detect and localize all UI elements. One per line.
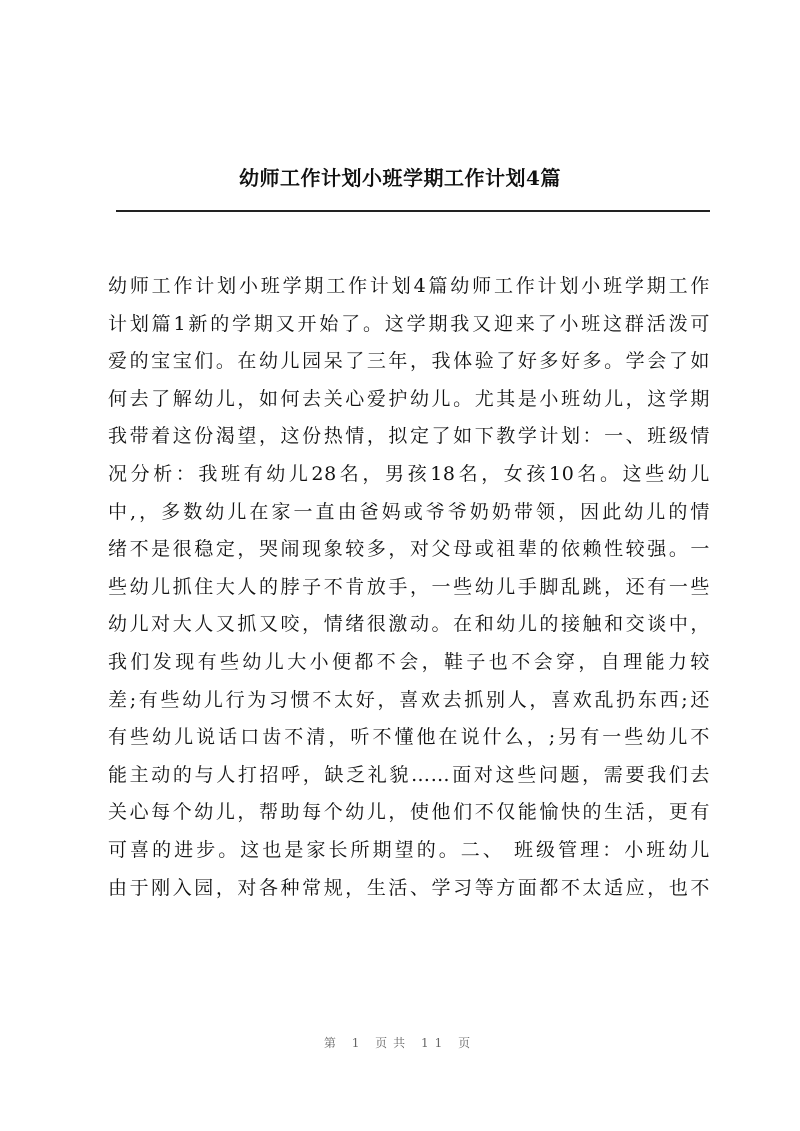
body-line: 我带着这份渴望，这份热情，拟定了如下教学计划：一、班级情 (108, 425, 710, 448)
title-divider (116, 210, 710, 212)
body-line: 何去了解幼儿，如何去关心爱护幼儿。尤其是小班幼儿，这学期 (108, 387, 710, 410)
body-line: 况分析：我班有幼儿28名，男孩18名，女孩10名。这些幼儿 (108, 462, 710, 485)
body-line: 我们发现有些幼儿大小便都不会，鞋子也不会穿，自理能力较 (108, 650, 710, 673)
body-line: 关心每个幼儿，帮助每个幼儿，使他们不仅能愉快的生活，更有 (108, 801, 710, 824)
body-line: 由于刚入园，对各种常规，生活、学习等方面都不太适应，也不 (108, 876, 710, 899)
body-line: 能主动的与人打招呼，缺乏礼貌……面对这些问题，需要我们去 (108, 763, 710, 786)
body-line: 爱的宝宝们。在幼儿园呆了三年，我体验了好多好多。学会了如 (108, 350, 710, 373)
body-line: 可喜的进步。这也是家长所期望的。二、 班级管理：小班幼儿 (108, 838, 710, 861)
body-line: 幼师工作计划小班学期工作计划4篇幼师工作计划小班学期工作 (108, 275, 710, 297)
body-line: 差;有些幼儿行为习惯不太好，喜欢去抓别人，喜欢乱扔东西;还 (108, 688, 710, 711)
body-line: 绪不是很稳定，哭闹现象较多，对父母或祖辈的依赖性较强。一 (108, 538, 710, 561)
body-line: 幼儿对大人又抓又咬，情绪很激动。在和幼儿的接触和交谈中， (108, 613, 710, 636)
body-line: 些幼儿抓住大人的脖子不肯放手，一些幼儿手脚乱跳，还有一些 (108, 575, 710, 598)
body-line: 中,，多数幼儿在家一直由爸妈或爷爷奶奶带领，因此幼儿的情 (108, 500, 710, 523)
body-line: 计划篇1新的学期又开始了。这学期我又迎来了小班这群活泼可 (108, 312, 710, 335)
body-line: 有些幼儿说话口齿不清，听不懂他在说什么，;另有一些幼儿不 (108, 726, 710, 749)
page-title: 幼师工作计划小班学期工作计划4篇 (239, 166, 561, 190)
body-text (108, 268, 710, 907)
page-footer: 第 1 页共 11 页 (323, 1036, 477, 1050)
